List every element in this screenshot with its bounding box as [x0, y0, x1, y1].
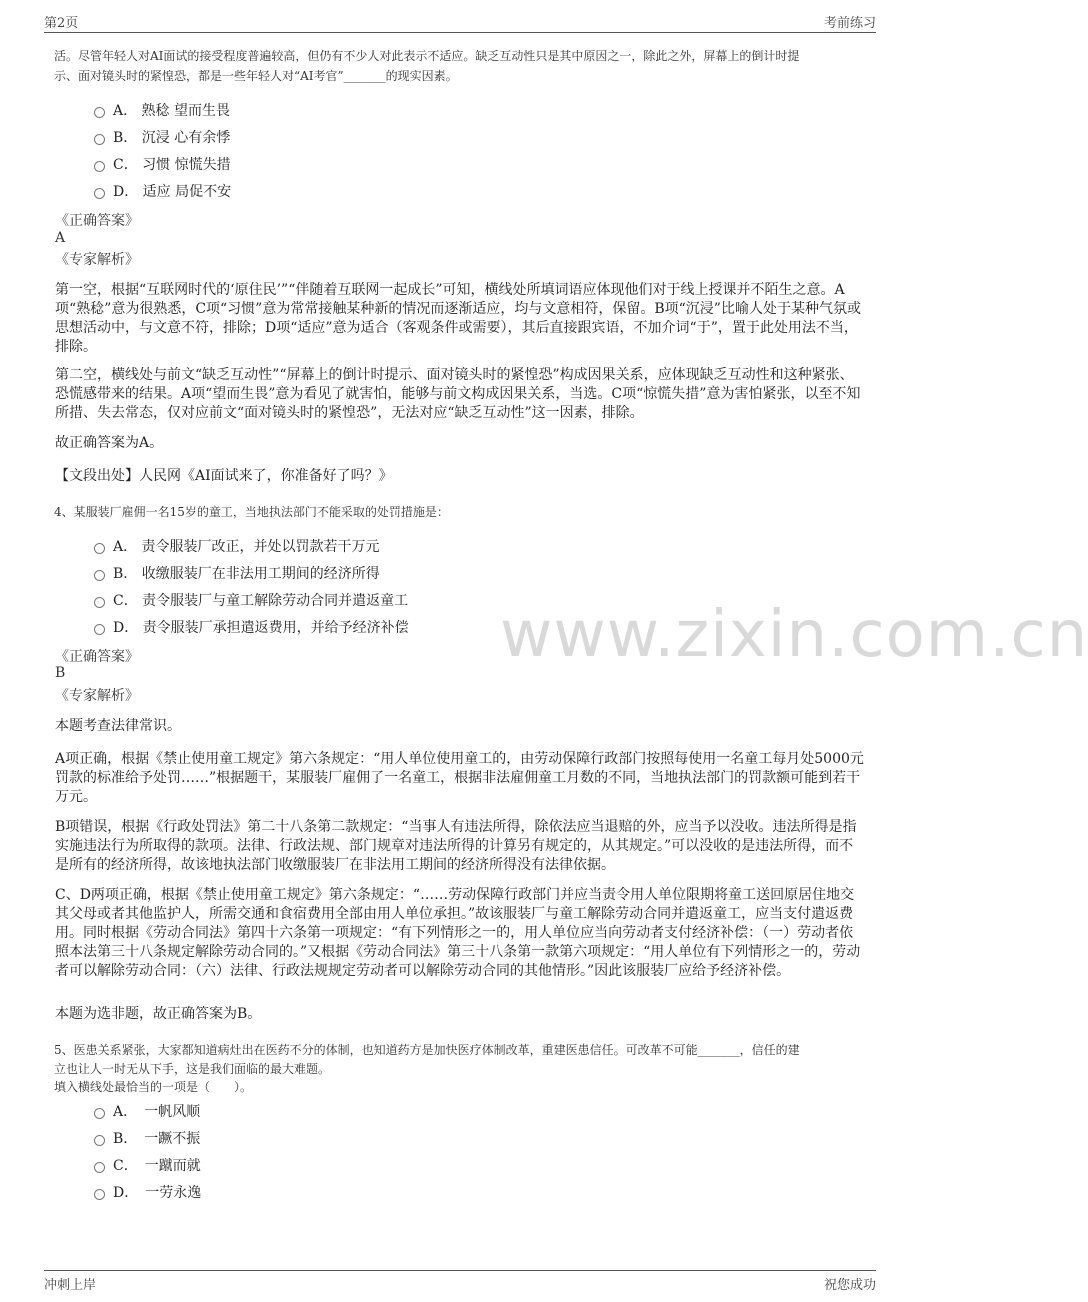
- page-header: [44, 10, 876, 33]
- radio-icon[interactable]: [94, 134, 105, 145]
- radio-icon[interactable]: [94, 1189, 105, 1200]
- option-label: D． 一劳永逸: [113, 1185, 202, 1201]
- option-label: D． 责令服装厂承担遣返费用，并给予经济补偿: [113, 620, 409, 636]
- q4-answer-label: 《正确答案》: [55, 649, 139, 665]
- q3-answer-label: 《正确答案》: [55, 213, 139, 229]
- q4-analysis-p4: C、D两项正确，根据《禁止使用童工规定》第六条规定：“……劳动保障行政部门并应当责令用人单位限期将童工送回原居住地交其父母或者其他监护人，所需交通和食宿费用全部由用人单位承担。”故该服装厂与童工解除劳动合同并遣返童工，应当支付遣返费用。同时根据《劳动合同法》第四十六条第一项规定：“有下列情形之一的，用人单位应当向劳动者支付经济补偿：（一）劳动者依照本法第三十八条规定解除劳动合同的。”又根据《劳动合同法》第三十八条第一款第六项规定：“用人单位有下列情形之一的，劳动者可以解除劳动合同：（六）法律、行政法规规定劳动者可以解除劳动合同的其他情形。”因此该服装厂应给予经济补偿。: [55, 887, 861, 979]
- page-footer: [44, 1270, 876, 1295]
- q4-option-c[interactable]: [94, 590, 408, 610]
- q5-stem-line-2: 立也让人一时无从下手，这是我们面临的最大难题。: [54, 1062, 331, 1076]
- q3-analysis-p1: 第一空，根据“互联网时代的‘原住民’”“伴随着互联网一起成长”可知，横线处所填词语应体现他们对于线上授课并不陌生之意。A项“熟稔”意为很熟悉，C项“习惯”意为常常接触某种新的情况而逐渐适应，均与文意相符，保留。B项“沉浸”比喻人处于某种气氛或思想活动中，与文意不符，排除；D项“适应”意为适合（客观条件或需要），其后直接跟宾语，不加介词“于”，置于此处用法不当，排除。: [55, 282, 861, 355]
- footer-left: 冲刺上岸: [44, 1278, 97, 1293]
- radio-icon[interactable]: [94, 161, 105, 172]
- q5-option-d[interactable]: [94, 1182, 201, 1202]
- option-label: A． 熟稔 望而生畏: [113, 103, 231, 119]
- page-number: 第2页: [44, 16, 79, 31]
- q3-stem-line-2: 示、面对镜头时的紧惶恐，都是一些年轻人对“AI考官”_______的现实因素。: [54, 69, 458, 83]
- q4-analysis-p5: 本题为选非题，故正确答案为B。: [55, 1006, 262, 1022]
- radio-icon[interactable]: [94, 597, 105, 608]
- q4-option-d[interactable]: [94, 617, 409, 637]
- q4-analysis-p2: A项正确，根据《禁止使用童工规定》第六条规定：“用人单位使用童工的，由劳动保障行政部门按照每使用一名童工每月处5000元罚款的标准给予处罚……”根据题干，某服装厂雇佣了一名童工，根据非法雇佣童工月数的不同，当地执法部门的罚款额可能到若干万元。: [55, 751, 864, 805]
- option-label: A． 一帆风顺: [113, 1104, 201, 1120]
- q3-analysis-p3: 故正确答案为A。: [55, 435, 164, 451]
- q5-option-b[interactable]: [94, 1128, 200, 1148]
- option-label: B． 沉浸 心有余悸: [113, 130, 231, 146]
- q4-analysis-label: 《专家解析》: [55, 688, 139, 704]
- q3-option-a[interactable]: [94, 100, 230, 120]
- q3-stem-line-1: 活。尽管年轻人对AI面试的接受程度普遍较高，但仍有不少人对此表示不适应。缺乏互动性只是其中原因之一，除此之外，屏幕上的倒计时提: [54, 49, 800, 63]
- radio-icon[interactable]: [94, 543, 105, 554]
- q3-analysis-p2: 第二空，横线处与前文“缺乏互动性”“屏幕上的倒计时提示、面对镜头时的紧惶恐”构成因果关系，应体现缺乏互动性和这种紧张、恐慌感带来的结果。A项“望而生畏”意为看见了就害怕，能够与前文构成因果关系，当选。C项“惊慌失措”意为害怕紧张，以至不知所措、失去常态，仅对应前文“面对镜头时的紧惶恐”，无法对应“缺乏互动性”这一因素，排除。: [55, 367, 861, 421]
- option-label: D． 适应 局促不安: [113, 184, 232, 200]
- radio-icon[interactable]: [94, 1162, 105, 1173]
- option-label: A． 责令服装厂改正，并处以罚款若干万元: [113, 539, 380, 555]
- radio-icon[interactable]: [94, 624, 105, 635]
- radio-icon[interactable]: [94, 570, 105, 581]
- q3-source: 【文段出处】人民网《AI面试来了，你准备好了吗？》: [55, 468, 393, 484]
- q3-analysis-label: 《专家解析》: [55, 252, 139, 268]
- footer-right: 祝您成功: [823, 1278, 876, 1293]
- q4-option-a[interactable]: [94, 536, 380, 556]
- q4-stem: 4、某服装厂雇佣一名15岁的童工，当地执法部门不能采取的处罚措施是：: [54, 505, 449, 519]
- q4-answer: B: [55, 665, 66, 681]
- q3-option-b[interactable]: [94, 127, 230, 147]
- watermark: www.zixin.com.cn: [500, 598, 1088, 672]
- radio-icon[interactable]: [94, 188, 105, 199]
- q4-option-b[interactable]: [94, 563, 380, 583]
- option-label: C． 责令服装厂与童工解除劳动合同并遣返童工: [113, 593, 409, 609]
- q3-answer: A: [55, 230, 66, 246]
- q5-stem-line-1: 5、医患关系紧张，大家都知道病灶出在医药不分的体制，也知道药方是加快医疗体制改革，重建医患信任。可改革不可能_______，信任的建: [54, 1043, 800, 1057]
- q5-option-c[interactable]: [94, 1155, 201, 1175]
- q4-analysis-p1: 本题考查法律常识。: [55, 718, 181, 734]
- q5-stem-line-3: 填入横线处最恰当的一项是（ ）。: [54, 1080, 253, 1094]
- q5-option-a[interactable]: [94, 1101, 200, 1121]
- option-label: B． 收缴服装厂在非法用工期间的经济所得: [113, 566, 380, 582]
- q3-option-d[interactable]: [94, 181, 231, 201]
- q3-option-c[interactable]: [94, 154, 231, 174]
- radio-icon[interactable]: [94, 1135, 105, 1146]
- radio-icon[interactable]: [94, 1108, 105, 1119]
- option-label: C． 习惯 惊慌失措: [113, 157, 231, 173]
- option-label: C． 一蹴而就: [113, 1158, 201, 1174]
- radio-icon[interactable]: [94, 107, 105, 118]
- option-label: B． 一蹶不振: [113, 1131, 201, 1147]
- q4-analysis-p3: B项错误，根据《行政处罚法》第二十八条第二款规定：“当事人有违法所得，除依法应当退赔的外，应当予以没收。违法所得是指实施违法行为所取得的款项。法律、行政法规、部门规章对违法所得的计算另有规定的，从其规定。”可以没收的是违法所得，而不是所有的经济所得，故该地执法部门收缴服装厂在非法用工期间的经济所得没有法律依据。: [55, 819, 857, 873]
- header-title: 考前练习: [823, 16, 876, 31]
